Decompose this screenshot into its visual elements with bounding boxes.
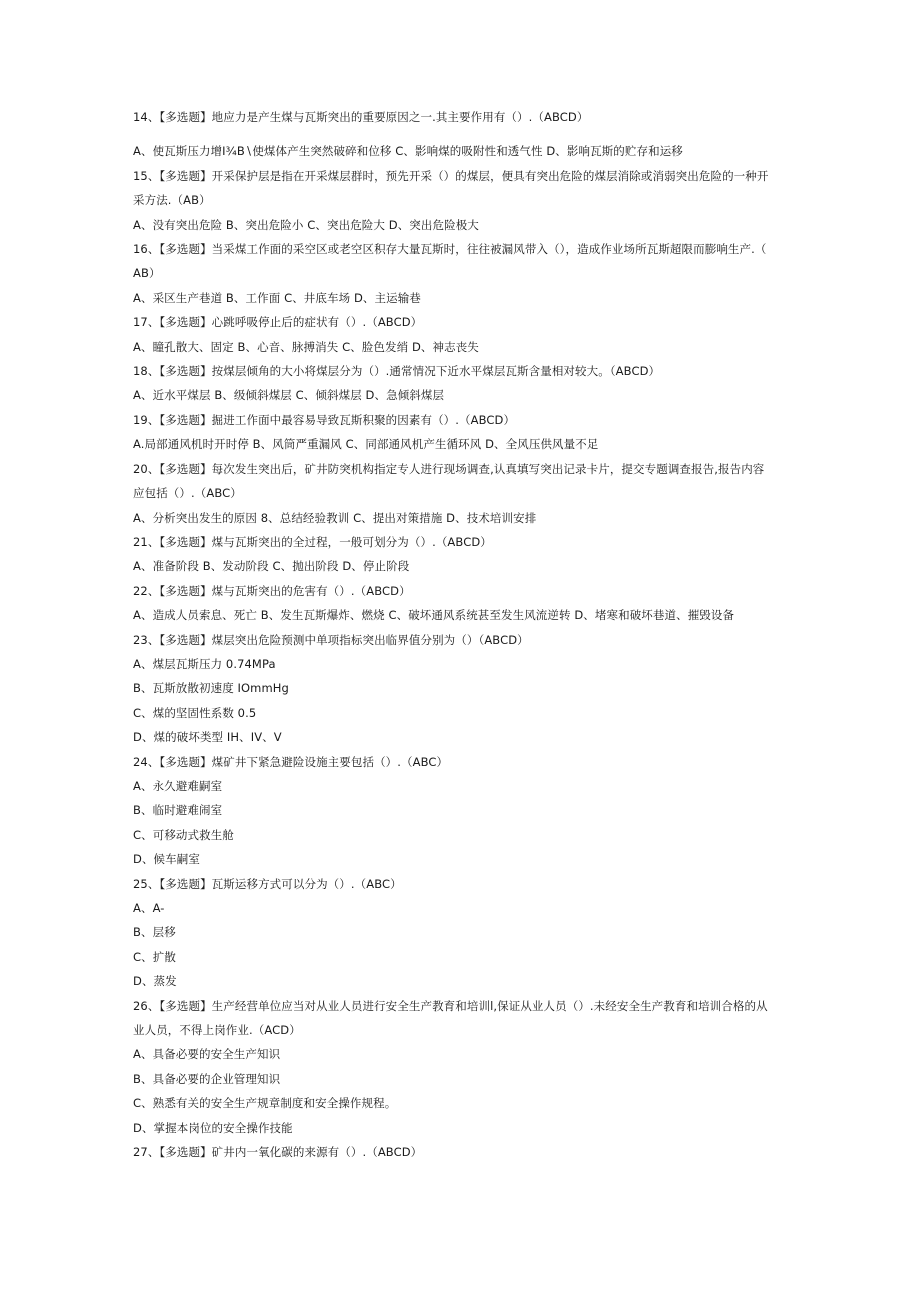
question-17-options: A、瞳孔散大、固定 B、心音、脉搏消失 C、脸色发绡 D、神志丧失 [133, 340, 479, 354]
question-23-option-c: C、煤的坚固性系数 0.5 [133, 706, 257, 720]
question-25-option-b: B、层移 [133, 925, 176, 939]
question-25-option-d: D、蒸发 [133, 974, 177, 988]
question-20-options: A、分析突出发生的原因 8、总结经验教训 C、提出对策措施 D、技术培训安排 [133, 511, 537, 525]
question-16-options: A、采区生产巷道 B、工作面 C、井底车场 D、主运输巷 [133, 291, 421, 305]
question-24-option-c: C、可移动式救生舱 [133, 828, 234, 842]
question-23-option-d: D、煤的破坏类型 IH、IV、V [133, 730, 282, 744]
question-26-option-a: A、具备必要的安全生产知识 [133, 1047, 281, 1061]
question-20-stem-cont: 应包括（）.（ABC） [133, 486, 242, 500]
question-24-option-b: B、临时避难闹室 [133, 803, 223, 817]
question-24-stem: 24、【多选题】煤矿井下紧急避险设施主要包括（）.（ABC） [133, 755, 449, 769]
question-26-option-c: C、熟悉有关的安全生产规章制度和安全操作规程。 [133, 1096, 397, 1110]
question-19-stem: 19、【多选题】掘进工作面中最容易导致瓦斯积聚的因素有（）.（ABCD） [133, 413, 516, 427]
question-27-stem: 27、【多选题】矿井内一氧化碳的来源有（）.（ABCD） [133, 1145, 423, 1159]
question-25-option-c: C、扩散 [133, 950, 176, 964]
question-26-option-b: B、具备必要的企业管理知识 [133, 1072, 281, 1086]
question-26-stem: 26、【多选题】生产经营单位应当对从业人员进行安全生产教育和培训l,保证从业人员（）.未经安全生产教育和培训合格的从 [133, 999, 768, 1013]
question-18-stem: 18、【多选题】按煤层倾角的大小将煤层分为（）.通常情况下近水平煤层瓦斯含量相对较大。（ABCD） [133, 364, 661, 378]
question-15-stem: 15、【多选题】开采保护层是指在开采煤层群时，预先开采（）的煤层，便具有突出危险的煤层消除或消弱突出危险的一种开 [133, 169, 769, 183]
question-23-option-a: A、煤层瓦斯压力 0.74MPa [133, 657, 276, 671]
question-21-stem: 21、【多选题】煤与瓦斯突出的全过程，一般可划分为（）.（ABCD） [133, 535, 492, 549]
question-15-stem-cont: 采方法.（AB） [133, 193, 211, 207]
question-22-stem: 22、【多选题】煤与瓦斯突出的危害有（）.（ABCD） [133, 584, 411, 598]
question-14-stem: 14、【多选题】地应力是产生煤与瓦斯突出的重要原因之一.其主要作用有（）.（ABCD） [133, 110, 589, 124]
question-16-stem-cont: AB） [133, 266, 161, 280]
question-22-options: A、造成人员索息、死亡 B、发生瓦斯爆炸、燃烧 C、破坏通风系统甚至发生风流逆转 D、堵寒和破坏巷道、摧毁设备 [133, 608, 735, 622]
question-18-options: A、近水平煤层 B、级倾斜煤层 C、倾斜煤层 D、急倾斜煤层 [133, 388, 445, 402]
question-16-stem: 16、【多选题】当采煤工作面的采空区或老空区积存大量瓦斯时，往往被漏风带入（），造成作业场所瓦斯超限而膨响生产.（ [133, 242, 767, 256]
question-19-options: A.局部通风机时开时停 B、风筒严重漏风 C、同部通风机产生循环风 D、全风压供风量不足 [133, 437, 599, 451]
question-26-stem-cont: 业人员，不得上岗作业.（ACD） [133, 1023, 301, 1037]
question-24-option-d: D、候车嗣室 [133, 852, 200, 866]
question-25-option-a: A、A- [133, 901, 165, 915]
question-25-stem: 25、【多选题】瓦斯运移方式可以分为（）.（ABC） [133, 877, 402, 891]
question-20-stem: 20、【多选题】每次发生突出后，矿井防突机构指定专人进行现场调查,认真填写突出记录卡片，提交专题调查报告,报告内容 [133, 462, 765, 476]
question-21-options: A、准备阶段 B、发动阶段 C、抛出阶段 D、停止阶段 [133, 559, 410, 573]
question-23-option-b: B、瓦斯放散初速度 IOmmHg [133, 681, 289, 695]
question-14-options: A、使瓦斯压力增Ⅰ¾B∖使煤体产生突然破碎和位移 C、影响煤的吸附性和透气性 D、影响瓦斯的贮存和运移 [133, 144, 683, 158]
question-15-options: A、没有突出危险 B、突出危险小 C、突出危险大 D、突出危险极大 [133, 218, 479, 232]
question-24-option-a: A、永久避难嗣室 [133, 779, 223, 793]
question-17-stem: 17、【多选题】心跳呼吸停止后的症状有（）.（ABCD） [133, 315, 423, 329]
question-23-stem: 23、【多选题】煤层突出危险预测中单项指标突出临界值分别为（）（ABCD） [133, 633, 529, 647]
question-26-option-d: D、掌握本岗位的安全操作技能 [133, 1121, 293, 1135]
